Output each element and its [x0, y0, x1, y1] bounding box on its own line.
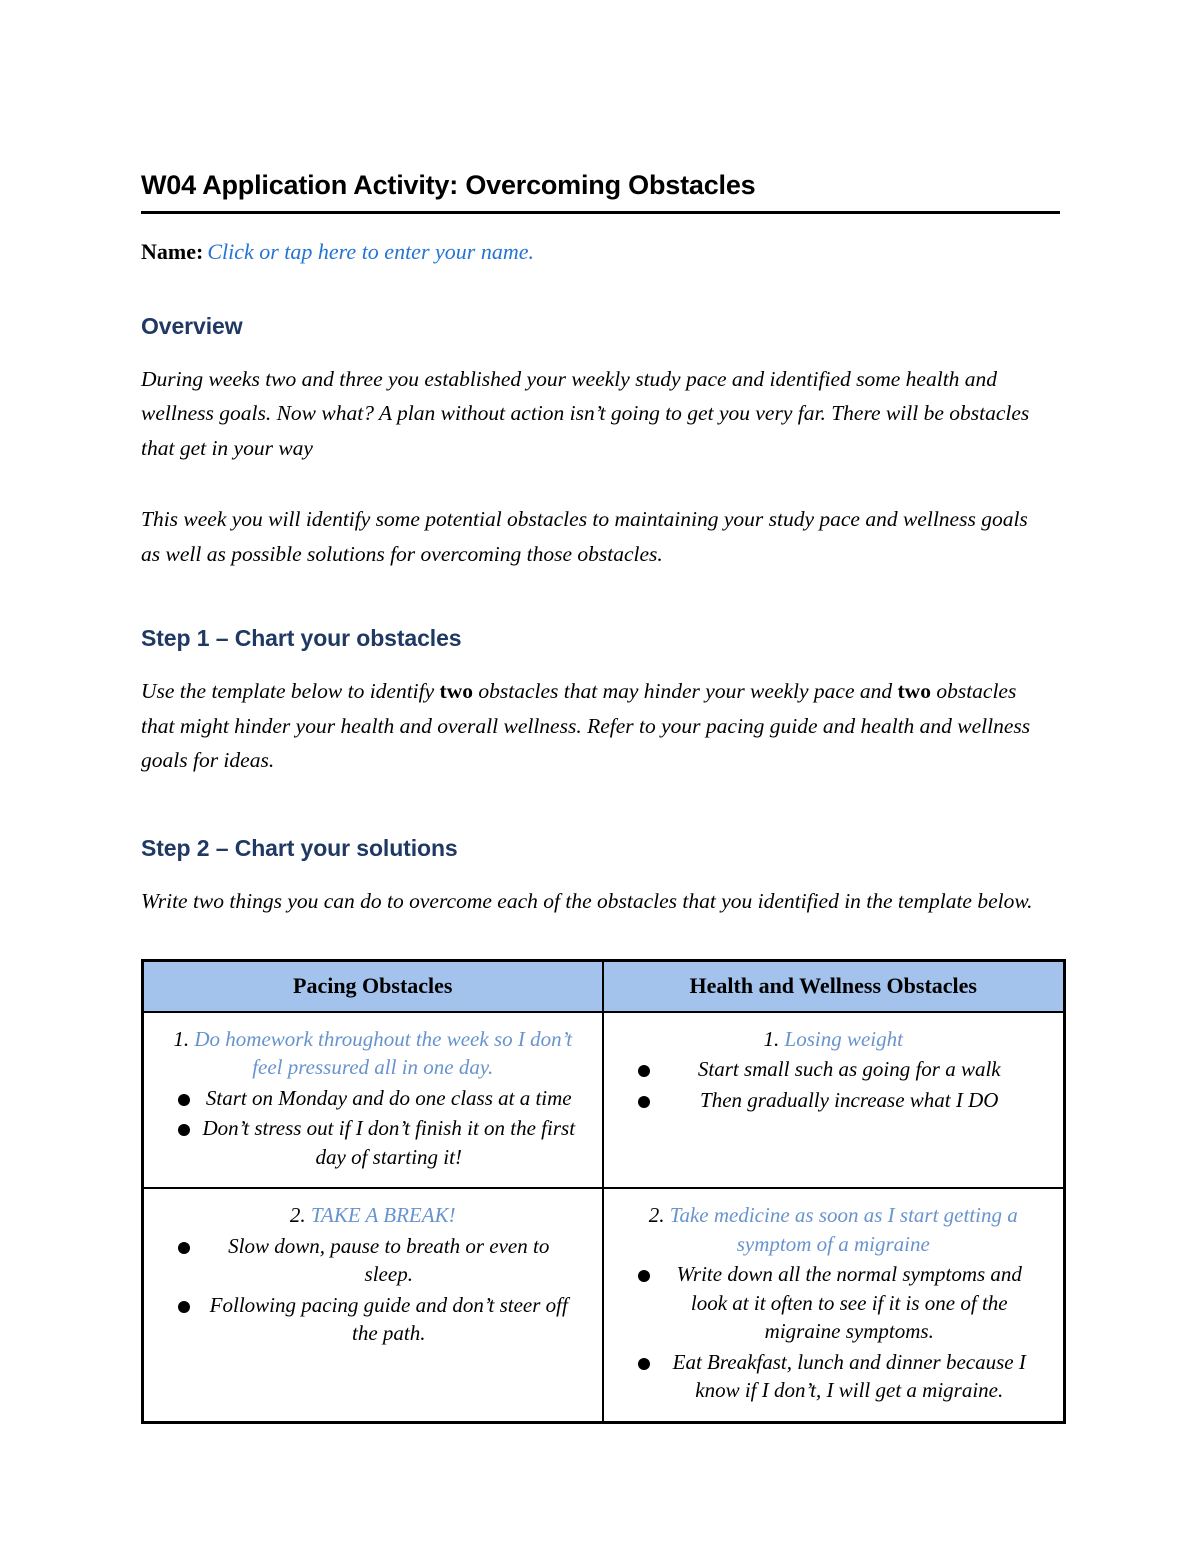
list-item	[156, 1084, 590, 1113]
solution-text: Following pacing guide and don’t steer off the path.	[209, 1292, 568, 1346]
list-item	[616, 1260, 1052, 1346]
obstacle-title	[616, 1201, 1052, 1258]
list-item	[616, 1055, 1052, 1084]
solution-text: Then gradually increase what I DO	[700, 1087, 999, 1112]
solution-list	[156, 1084, 590, 1172]
bullet-icon	[178, 1242, 190, 1254]
overview-paragraph-2: This week you will identify some potential obstacles to maintaining your study pace and wellness goals as well as possible solutions for overcoming those obstacles.	[141, 507, 1028, 566]
obstacle-title	[616, 1025, 1052, 1053]
solution-text: Start small such as going for a walk	[697, 1057, 1001, 1082]
obstacle-number: 1.	[173, 1027, 190, 1052]
heading-overview: Overview	[141, 312, 243, 339]
step-1-bold-1: two	[439, 678, 473, 703]
bullet-icon	[178, 1094, 190, 1106]
cell-pacing-obstacle-2[interactable]	[143, 1188, 603, 1422]
obstacles-solutions-table	[141, 959, 1066, 1424]
column-header-health: Health and Wellness Obstacles	[603, 961, 1065, 1013]
name-label: Name:	[141, 239, 204, 265]
step-1-text-part-1: Use the template below to identify	[141, 678, 440, 703]
cell-pacing-obstacle-1[interactable]	[143, 1012, 603, 1188]
bullet-icon	[638, 1096, 650, 1108]
list-item	[156, 1114, 590, 1171]
solution-text: Start on Monday and do one class at a time	[205, 1085, 572, 1110]
column-header-pacing: Pacing Obstacles	[143, 961, 603, 1013]
solution-text: Write down all the normal symptoms and look at it often to see if it is one of the migraine symptoms.	[676, 1262, 1022, 1344]
name-input-placeholder[interactable]: Click or tap here to enter your name.	[207, 239, 534, 265]
heading-step-2: Step 2 – Chart your solutions	[141, 835, 458, 862]
name-field-row	[141, 238, 1060, 267]
cell-health-obstacle-2[interactable]	[603, 1188, 1065, 1422]
obstacle-number: 2.	[648, 1203, 665, 1228]
table-header-row	[143, 961, 1065, 1013]
obstacle-title	[156, 1025, 590, 1082]
overview-paragraph-1: During weeks two and three you established your weekly study pace and identified some health and wellness goals. Now what? A plan without action isn’t going to get you very far. There will be obstacles that get in your way	[141, 366, 1030, 461]
table-row	[143, 1188, 1065, 1422]
list-item	[156, 1291, 590, 1348]
step-2-paragraph: Write two things you can do to overcome each of the obstacles that you identified in the template below.	[141, 889, 1033, 914]
bullet-icon	[638, 1065, 650, 1077]
obstacle-description: TAKE A BREAK!	[310, 1203, 456, 1228]
bullet-icon	[638, 1270, 650, 1282]
heading-step-1: Step 1 – Chart your obstacles	[141, 624, 462, 651]
step-1-bold-2: two	[897, 678, 931, 703]
page-title: W04 Application Activity: Overcoming Obstacles	[141, 170, 1060, 214]
list-item	[616, 1348, 1052, 1405]
solution-text: Slow down, pause to breath or even to sleep.	[228, 1233, 550, 1287]
solution-list	[156, 1232, 590, 1348]
solution-text: Don’t stress out if I don’t finish it on the first day of starting it!	[202, 1116, 576, 1169]
obstacle-description: Do homework throughout the week so I don’t feel pressured all in one day.	[194, 1027, 573, 1080]
list-item	[156, 1232, 590, 1289]
cell-health-obstacle-1[interactable]	[603, 1012, 1065, 1188]
solution-list	[616, 1055, 1052, 1114]
obstacle-title	[156, 1201, 590, 1229]
obstacle-description: Losing weight	[784, 1027, 903, 1052]
list-item	[616, 1086, 1052, 1115]
table-row	[143, 1012, 1065, 1188]
bullet-icon	[178, 1301, 190, 1313]
bullet-icon	[178, 1124, 190, 1136]
solution-list	[616, 1260, 1052, 1405]
obstacle-number: 1.	[763, 1027, 780, 1052]
bullet-icon	[638, 1358, 650, 1370]
obstacle-description: Take medicine as soon as I start getting a symptom of a migraine	[669, 1203, 1018, 1256]
obstacle-number: 2.	[289, 1203, 306, 1228]
step-1-text-part-3: obstacles that might hinder your health and overall wellness. Refer to your pacing guide and health and wellness goals for ideas.	[141, 678, 1031, 773]
step-1-paragraph	[141, 674, 1046, 778]
solution-text: Eat Breakfast, lunch and dinner because I know if I don’t, I will get a migraine.	[672, 1349, 1026, 1403]
step-1-text-part-2: obstacles that may hinder your weekly pace and	[472, 678, 898, 703]
